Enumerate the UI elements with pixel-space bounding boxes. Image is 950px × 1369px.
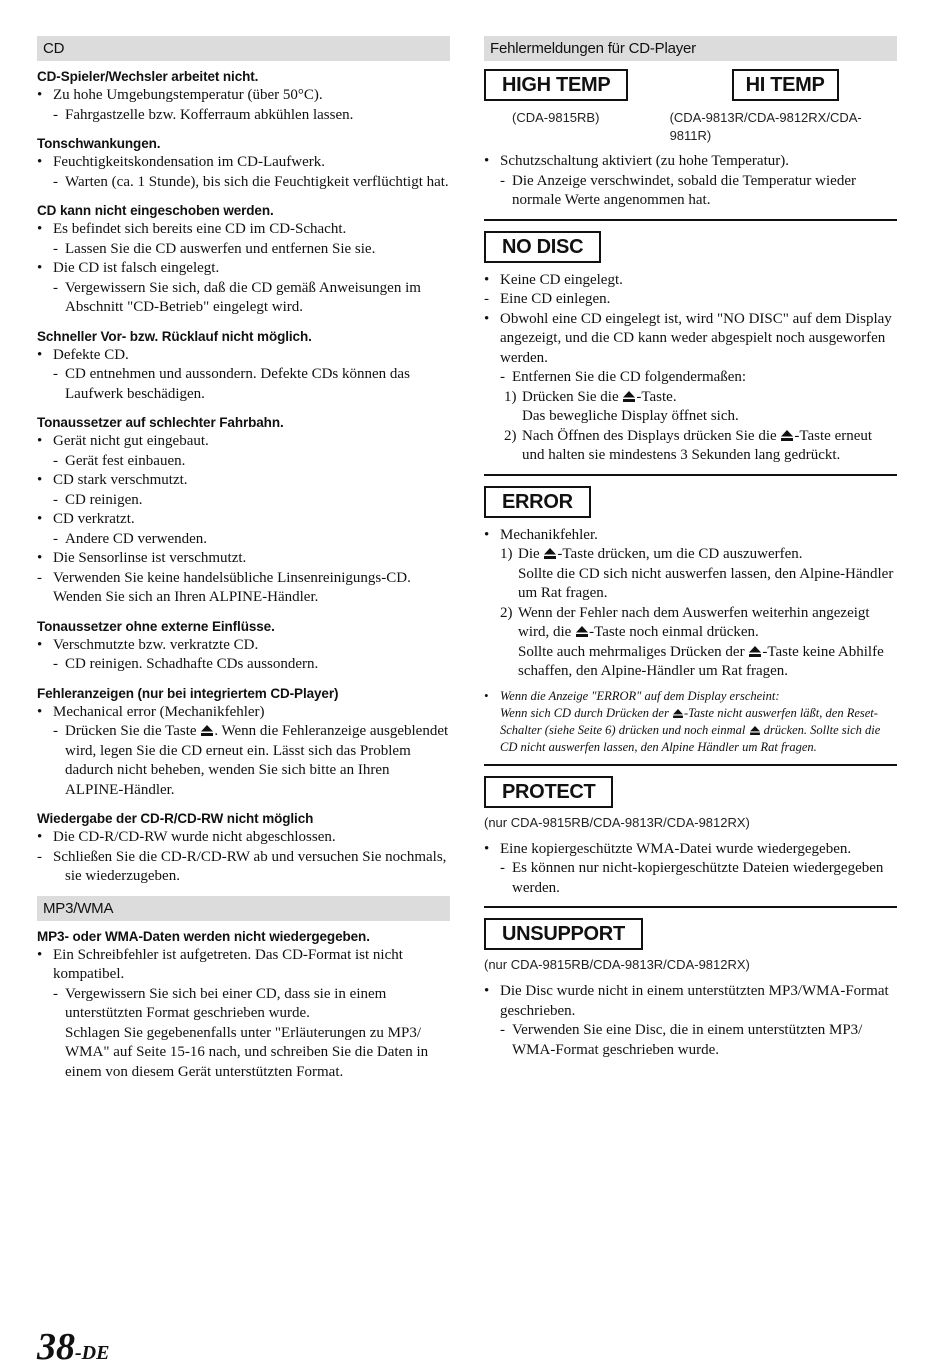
dash: - — [53, 452, 58, 469]
remedy-text: Schlagen Sie gegebenenfalls unter "Erläuterungen zu MP3/ WMA" auf Seite 15-16 nach, und schreiben Sie die Daten in einem von diesem Gerät unterstützten Format. — [65, 1024, 429, 1080]
block-title: Tonschwankungen. — [37, 136, 161, 151]
cause-text: Verschmutzte bzw. verkratzte CD. — [53, 636, 259, 653]
dash: - — [53, 530, 58, 547]
block-title: Fehleranzeigen (nur bei integriertem CD-Player) — [37, 685, 339, 701]
eject-icon — [749, 646, 761, 657]
remedy-text: Es können nur nicht-kopiergeschützte Dateien wiedergegeben werden. — [512, 860, 884, 896]
eject-icon — [781, 430, 793, 441]
bullet: • — [37, 829, 43, 845]
remedy-text: Eine CD einlegen. — [500, 291, 611, 307]
section-header-cd: CD — [37, 36, 450, 61]
step-text: Nach Öffnen des Displays drücken Sie die — [522, 427, 777, 444]
step-text: -Taste noch einmal drücken. — [589, 624, 759, 640]
remedy-text: Warten (ca. 1 Stunde), bis sich die Feuchtigkeit verflüchtigt hat. — [65, 173, 449, 190]
cause-text: Mechanical error (Mechanikfehler) — [53, 703, 265, 720]
dash: - — [500, 172, 505, 189]
remedy-text: CD reinigen. Schadhafte CDs aussondern. — [65, 656, 319, 672]
dash: - — [53, 240, 58, 257]
section-header-mp3-wma: MP3/WMA — [37, 896, 450, 921]
bullet: • — [484, 526, 490, 543]
dash: - — [500, 1022, 505, 1038]
bullet: • — [37, 433, 43, 449]
block-title: MP3- oder WMA-Daten werden nicht wiedergegeben. — [37, 928, 370, 944]
trouble-block — [37, 67, 450, 125]
bullet: • — [37, 511, 43, 527]
block-title: Tonaussetzer auf schlechter Fahrbahn. — [37, 415, 284, 430]
remedy-text: Drücken Sie die Taste — [65, 723, 197, 739]
bullet: • — [484, 688, 489, 703]
display-protect: PROTECT — [484, 776, 613, 808]
dash: - — [53, 723, 58, 739]
divider — [484, 219, 897, 221]
eject-icon — [201, 725, 213, 736]
cause-text: Keine CD eingelegt. — [500, 271, 623, 288]
bullet: • — [37, 154, 43, 170]
block-title: Wiedergabe der CD-R/CD-RW nicht möglich — [37, 811, 314, 826]
dash: - — [500, 369, 505, 385]
bullet: • — [37, 636, 43, 653]
section-header-error-messages: Fehlermeldungen für CD-Player — [484, 36, 897, 61]
dash: - — [53, 985, 58, 1002]
dash: - — [500, 860, 505, 876]
step-number: 2) — [504, 427, 517, 444]
dash: - — [53, 173, 58, 190]
cause-text: Die CD ist falsch eingelegt. — [53, 260, 220, 276]
display-high-temp: HIGH TEMP — [484, 69, 628, 101]
bullet: • — [37, 472, 43, 488]
trouble-block — [37, 809, 450, 887]
trouble-block — [37, 617, 450, 675]
eject-icon — [576, 626, 588, 637]
block-title: CD kann nicht eingeschoben werden. — [37, 203, 274, 218]
block-title: CD-Spieler/Wechsler arbeitet nicht. — [37, 69, 259, 84]
display-unsupport: UNSUPPORT — [484, 918, 643, 950]
bullet: • — [484, 983, 490, 999]
divider — [484, 474, 897, 476]
cause-text: Eine kopiergeschützte WMA-Datei wurde wiedergegeben. — [500, 840, 852, 857]
display-no-disc: NO DISC — [484, 231, 601, 263]
cause-text: Es befindet sich bereits eine CD im CD-Schacht. — [53, 221, 347, 237]
step-number: 1) — [504, 388, 517, 405]
remedy-text: Verwenden Sie keine handelsübliche Linsenreinigungs-CD. Wenden Sie sich an Ihren ALPINE-Händler. — [53, 569, 411, 605]
remedy-text: Vergewissern Sie sich, daß die CD gemäß Anweisungen im Abschnitt "CD-Betrieb" eingelegt wird. — [65, 279, 421, 315]
step-text: -Taste keine Abhilfe schaffen, den Alpine-Händler um Rat fragen. — [518, 643, 884, 679]
eject-icon — [623, 391, 635, 402]
step-text: -Taste drücken, um die CD auszuwerfen. — [557, 546, 803, 562]
dash: - — [53, 366, 58, 382]
model-label: (CDA-9815RB) — [512, 110, 600, 125]
cause-text: Zu hohe Umgebungstemperatur (über 50°C). — [53, 87, 323, 103]
page-suffix: -DE — [75, 1342, 110, 1364]
dash: - — [53, 656, 58, 672]
note-text: Wenn sich CD durch Drücken der — [500, 705, 669, 720]
eject-icon — [544, 548, 556, 559]
bullet: • — [37, 703, 43, 720]
model-note: (nur CDA-9815RB/CDA-9813R/CDA-9812RX) — [484, 957, 750, 972]
bullet: • — [37, 346, 43, 363]
step-number: 1) — [500, 546, 513, 562]
cause-text: Gerät nicht gut eingebaut. — [53, 433, 209, 449]
eject-icon — [750, 726, 760, 735]
cause-text: Die Disc wurde nicht in einem unterstützten MP3/WMA-Format geschrieben. — [500, 983, 889, 1019]
page-number-value: 38 — [37, 1326, 75, 1368]
left-column — [37, 36, 450, 1091]
dash: - — [37, 848, 42, 865]
page-number — [37, 1325, 109, 1369]
dash: - — [53, 106, 58, 123]
step-text: Wenn der Fehler nach dem Auswerfen weiterhin angezeigt wird, die — [518, 604, 870, 640]
step-text: Drücken Sie die — [522, 388, 619, 405]
block-title: Schneller Vor- bzw. Rücklauf nicht möglich. — [37, 328, 312, 344]
remedy-text: Verwenden Sie eine Disc, die in einem unterstützten MP3/ WMA-Format geschrieben wurde. — [512, 1022, 863, 1058]
eject-icon — [673, 709, 683, 718]
trouble-block — [37, 684, 450, 801]
remedy-text: Schließen Sie die CD-R/CD-RW ab und versuchen Sie nochmals, sie wiederzugeben. — [53, 848, 447, 884]
dash: - — [53, 279, 58, 296]
dash: - — [37, 569, 42, 586]
trouble-block — [37, 201, 450, 318]
block-title: Tonaussetzer ohne externe Einflüsse. — [37, 618, 275, 634]
model-note: (nur CDA-9815RB/CDA-9813R/CDA-9812RX) — [484, 814, 750, 830]
note-text: -Taste nicht auswerfen läßt, den Reset-Schalter (siehe Seite 6) drücken und noch einmal — [500, 705, 878, 737]
cause-text: Mechanikfehler. — [500, 526, 598, 543]
remedy-text: Lassen Sie die CD auswerfen und entfernen Sie sie. — [65, 240, 376, 257]
bullet: • — [37, 87, 43, 103]
cause-text: CD stark verschmutzt. — [53, 472, 188, 488]
remedy-text: CD entnehmen und aussondern. Defekte CDs können das Laufwerk beschädigen. — [65, 366, 410, 402]
step-text: -Taste erneut und halten sie mindestens 3 Sekunden lang gedrückt. — [522, 427, 873, 463]
cause-text: Ein Schreibfehler ist aufgetreten. Das CD-Format ist nicht kompatibel. — [53, 946, 403, 982]
cause-text: Die Sensorlinse ist verschmutzt. — [53, 550, 247, 566]
bullet: • — [484, 310, 490, 327]
cause-text: Defekte CD. — [53, 346, 129, 363]
trouble-block — [37, 327, 450, 405]
display-error: ERROR — [484, 486, 591, 518]
step-text: Die — [518, 546, 540, 562]
cause-text: Feuchtigkeitskondensation im CD-Laufwerk. — [53, 154, 326, 170]
right-column — [484, 36, 897, 1060]
cause-text: Die CD-R/CD-RW wurde nicht abgeschlossen. — [53, 829, 336, 845]
dash: - — [53, 491, 58, 508]
trouble-block — [37, 134, 450, 192]
temp-display-row — [484, 67, 897, 145]
bullet: • — [484, 153, 490, 169]
note-text: drücken. Sollte sich die CD nicht auswerfen lassen, den Alpine Händler um Rat fragen. — [500, 722, 881, 754]
remedy-text: Vergewissern Sie sich bei einer CD, dass sie in einem unterstützten Format geschrieben wurde. — [65, 985, 387, 1021]
remedy-text: Andere CD verwenden. — [65, 530, 208, 547]
bullet: • — [37, 550, 43, 566]
divider — [484, 906, 897, 908]
remedy-text: Gerät fest einbauen. — [65, 452, 186, 469]
step-text: Das bewegliche Display öffnet sich. — [522, 408, 739, 424]
bullet: • — [37, 260, 43, 276]
note-text: Wenn die Anzeige "ERROR" auf dem Display erscheint: — [500, 688, 780, 703]
bullet: • — [37, 221, 43, 237]
model-label: (CDA-9813R/CDA-9812RX/CDA-9811R) — [669, 110, 862, 143]
remedy-text: . Wenn die Fehleranzeige ausgeblendet wird, legen Sie die CD erneut ein. Lässt sich das Problem dadurch nicht beheben, wenden Sie sich bitte an Ihren ALPINE-Händler. — [65, 723, 449, 798]
remedy-text: Die Anzeige verschwindet, sobald die Temperatur wieder normale Werte angenommen hat. — [512, 172, 856, 208]
divider — [484, 764, 897, 766]
remedy-text: CD reinigen. — [65, 491, 143, 508]
dash: - — [484, 291, 489, 307]
step-text: Sollte auch mehrmaliges Drücken der — [518, 643, 745, 660]
cause-text: Obwohl eine CD eingelegt ist, wird "NO DISC" auf dem Display angezeigt, und die CD kann weder abgespielt noch ausgeworfen werden. — [500, 310, 892, 366]
error-note — [484, 688, 897, 756]
step-text: Sollte die CD sich nicht auswerfen lassen, den Alpine-Händler um Rat fragen. — [518, 565, 894, 601]
step-number: 2) — [500, 604, 513, 621]
cause-text: CD verkratzt. — [53, 511, 135, 527]
remedy-text: Entfernen Sie die CD folgendermaßen: — [512, 369, 747, 385]
cause-text: Schutzschaltung aktiviert (zu hohe Temperatur). — [500, 153, 789, 169]
bullet: • — [484, 840, 490, 857]
trouble-block — [37, 927, 450, 1083]
display-hi-temp: HI TEMP — [732, 69, 839, 101]
step-text: -Taste. — [636, 388, 677, 405]
bullet: • — [37, 946, 43, 963]
bullet: • — [484, 271, 490, 288]
remedy-text: Fahrgastzelle bzw. Kofferraum abkühlen lassen. — [65, 106, 354, 123]
trouble-block — [37, 413, 450, 608]
